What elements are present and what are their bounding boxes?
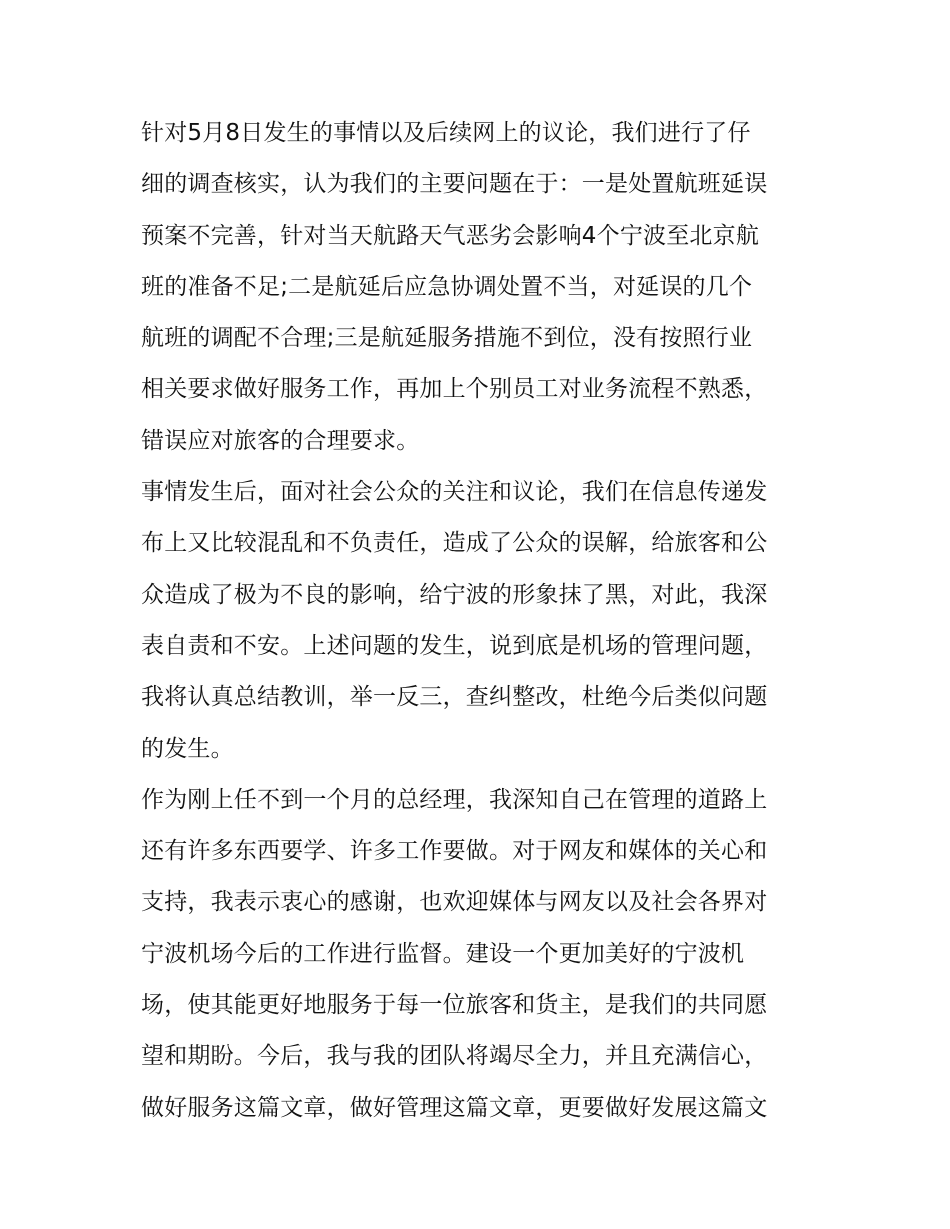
text-line: 支持，我表示衷心的感谢，也欢迎媒体与网友以及社会各界对 xyxy=(141,889,768,916)
text-line: 事情发生后，面对社会公众的关注和议论，我们在信息传递发 xyxy=(141,479,768,506)
text-line: 众造成了极为不良的影响，给宁波的形象抹了黑，对此，我深 xyxy=(141,581,768,608)
text-line: 针对5月8日发生的事情以及后续网上的议论，我们进行了仔 xyxy=(141,120,751,146)
text-line: 的发生。 xyxy=(141,735,234,762)
text-line: 错误应对旅客的合理要求。 xyxy=(141,427,420,454)
text-line: 布上又比较混乱和不负责任，造成了公众的误解，给旅客和公 xyxy=(141,530,768,557)
text-line: 宁波机场今后的工作进行监督。建设一个更加美好的宁波机 xyxy=(141,940,745,967)
text-line: 望和期盼。今后，我与我的团队将竭尽全力，并且充满信心， xyxy=(141,1043,768,1070)
text-line: 做好服务这篇文章，做好管理这篇文章，更要做好发展这篇文 xyxy=(141,1094,768,1121)
text-line: 预案不完善，针对当天航路天气恶劣会影响4个宁波至北京航 xyxy=(141,222,760,249)
text-line: 我将认真总结教训，举一反三，查纠整改，杜绝今后类似问题 xyxy=(141,684,768,711)
text-line: 还有许多东西要学、许多工作要做。对于网友和媒体的关心和 xyxy=(141,838,768,865)
body-text xyxy=(141,108,831,1134)
text-line: 细的调查核实，认为我们的主要问题在于：一是处置航班延误 xyxy=(141,171,768,198)
text-line: 场，使其能更好地服务于每一位旅客和货主，是我们的共同愿 xyxy=(141,992,768,1019)
text-line: 作为刚上任不到一个月的总经理，我深知自己在管理的道路上 xyxy=(141,786,768,813)
text-line: 航班的调配不合理;三是航延服务措施不到位，没有按照行业 xyxy=(141,325,753,352)
text-line: 表自责和不安。上述问题的发生，说到底是机场的管理问题， xyxy=(141,632,768,659)
text-line: 班的准备不足;二是航延后应急协调处置不当，对延误的几个 xyxy=(141,273,753,300)
text-line: 相关要求做好服务工作，再加上个别员工对业务流程不熟悉， xyxy=(141,376,768,403)
